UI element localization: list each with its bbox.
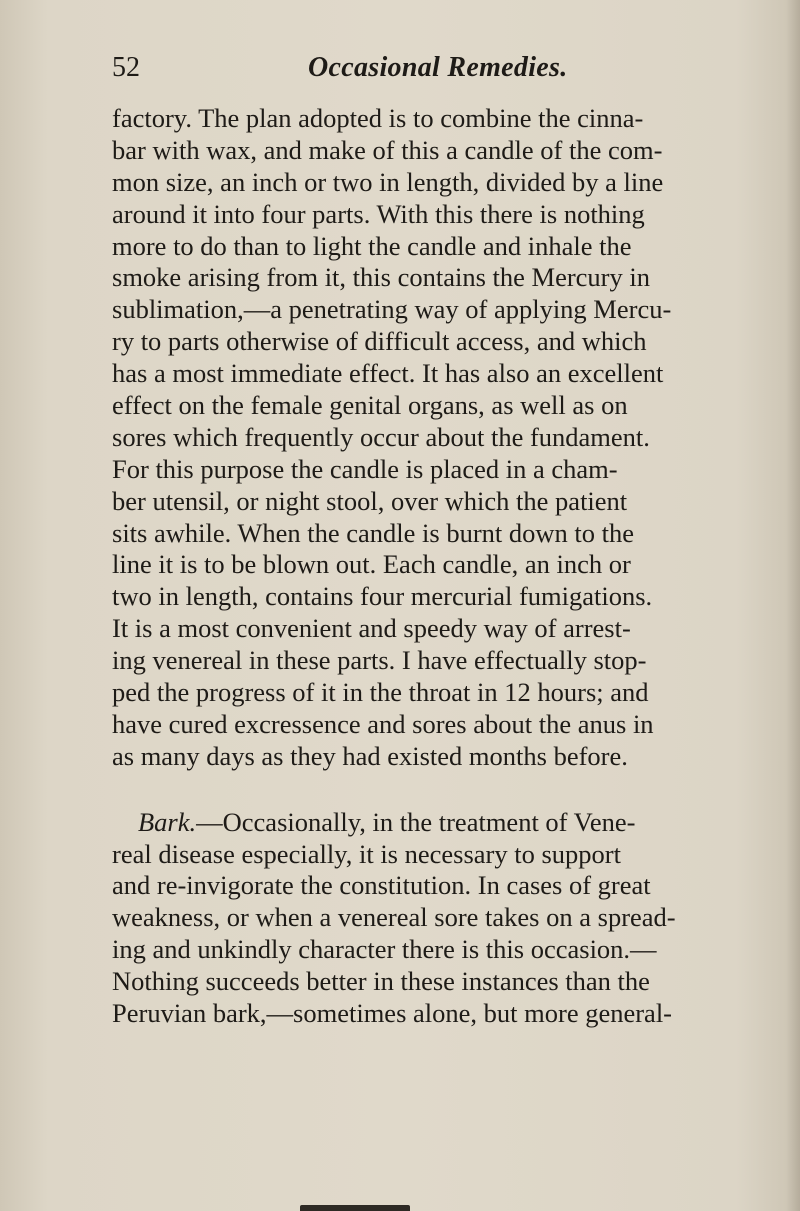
text-line: has a most immediate effect. It has also an excellent [112,358,664,389]
page-number: 52 [112,52,140,83]
bark-heading: Bark. [138,806,197,837]
text-line: effect on the female genital organs, as well as on [112,390,628,421]
text-line: sits awhile. When the candle is burnt down to the [112,517,635,548]
text-line: sublimation,—a penetrating way of applying Mercu- [112,294,672,325]
text-line: real disease especially, it is necessary to support [112,838,621,869]
text-line: Peruvian bark,—sometimes alone, but more general- [112,998,673,1029]
text-line: around it into four parts. With this there is nothing [112,198,645,229]
paragraph-bark [112,807,762,1030]
text-line: factory. The plan adopted is to combine the cinna- [112,103,644,133]
text-line: sores which frequently occur about the fundament. [112,421,650,452]
text-line: as many days as they had existed months before. [112,740,628,771]
bottom-edge-mark [300,1205,410,1211]
text-line: ing venereal in these parts. I have effectually stop- [112,645,647,676]
text-line: smoke arising from it, this contains the Mercury in [112,262,650,293]
text-line: For this purpose the candle is placed in a cham- [112,453,618,484]
text-line: two in length, contains four mercurial fumigations. [112,581,653,612]
text-line: have cured excressence and sores about the anus in [112,708,654,739]
text-line: mon size, an inch or two in length, divided by a line [112,166,664,197]
text-line: Nothing succeeds better in these instances than the [112,966,650,997]
text-line: more to do than to light the candle and inhale the [112,230,632,261]
text-line: ing and unkindly character there is this occasion.— [112,934,657,965]
text-line: ped the progress of it in the throat in 12 hours; and [112,677,649,708]
text-line: ber utensil, or night stool, over which the patient [112,485,628,516]
text-line: and re-invigorate the constitution. In cases of great [112,870,651,901]
running-title: Occasional Remedies. [308,52,568,83]
text-line: bar with wax, and make of this a candle of the com- [112,134,663,165]
text-line: line it is to be blown out. Each candle, an inch or [112,549,631,580]
page-edge-shadow [786,0,800,1211]
text-line: It is a most convenient and speedy way of arrest- [112,613,631,644]
bark-first-line: —Occasionally, in the treatment of Vene- [196,806,636,837]
paragraph-mercury-fumigation [112,103,762,773]
text-line: weakness, or when a venereal sore takes on a spread- [112,902,676,933]
text-line: ry to parts otherwise of difficult access, and which [112,326,647,357]
text-line [112,807,762,839]
body-text [112,103,762,1030]
page-header [112,50,712,90]
